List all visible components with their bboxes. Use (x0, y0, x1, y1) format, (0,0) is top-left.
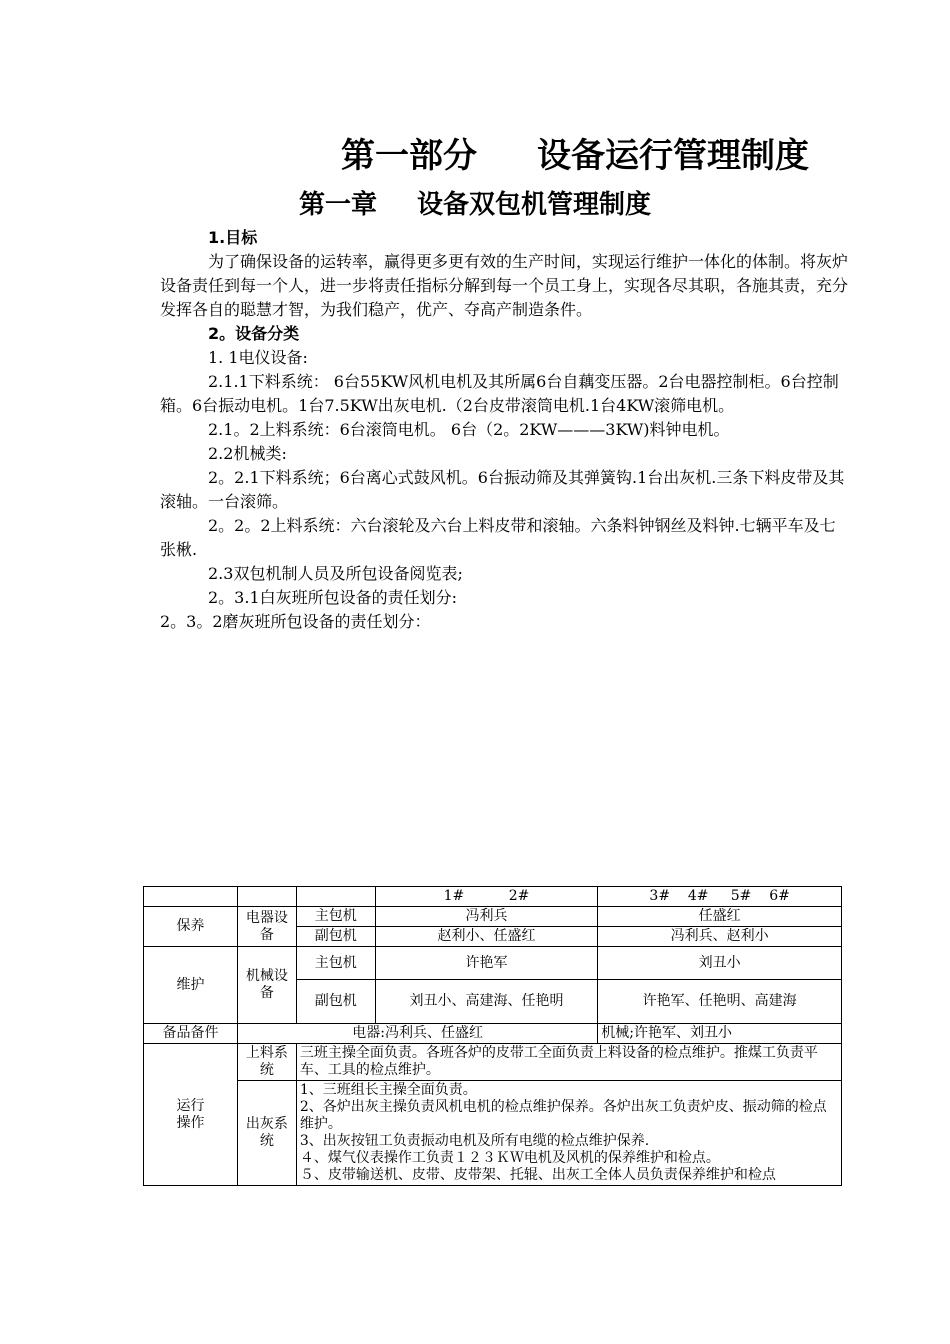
paragraph-2-2-2: 2。2。2上料系统：六台滚轮及六台上料皮带和滚轴。六条料钟钢丝及料钟.七辆平车及七张楸. (160, 516, 836, 559)
table-row (144, 1044, 842, 1081)
paragraph-2-2-1: 2。2.1下料系统；6台离心式鼓风机。6台振动筛及其弹簧钩.1台出灰机.三条下料皮带及其滚轴。一台滚筛。 (160, 468, 845, 511)
furnace-header-right: 3# 4# 5# 6# (598, 887, 842, 907)
table-row (144, 1024, 842, 1044)
table-cell (296, 887, 375, 907)
cell-maint-elec-sub-left: 赵利小、任盛红 (375, 927, 598, 947)
chapter-name: 设备双包机管理制度 (417, 190, 652, 220)
paragraph-2-3-1: 2。3.1白灰班所包设备的责任划分: (208, 588, 458, 607)
maintenance-label: 保养 (144, 907, 238, 947)
cell-spare-right: 机械;许艳军、刘丑小 (598, 1024, 842, 1044)
paragraph-2-1-1: 2.1.1下料系统： 6台55KW风机电机及其所属6台自藕变压器。2台电器控制柜。6台控制箱。6台振动电机。1台7.5KW出灰电机.（2台皮带滚筒电机.1台4KW滚筛电机。 (160, 372, 839, 415)
goal-paragraph: 为了确保设备的运转率，赢得更多更有效的生产时间，实现运行维护一体化的体制。将灰炉设备责任到每一个人，进一步将责任指标分解到每一个员工身上，实现各尽其职，各施其责，充分发挥各自的聪慧才智，为我们稳产，优产、夺高产制造条件。 (160, 252, 849, 319)
sub-package-label: 副包机 (296, 980, 375, 1024)
table-row (144, 907, 842, 927)
repair-label: 维护 (144, 947, 238, 1024)
chapter-number: 第一章 (298, 190, 377, 220)
part-name: 设备运行管理制度 (537, 136, 809, 176)
section-heading-goal: 1.目标 (208, 228, 258, 247)
cell-maint-elec-sub-right: 冯利兵、赵利小 (598, 927, 842, 947)
furnace-header-left: 1# 2# (375, 887, 598, 907)
ash-line: ５、皮带输送机、皮带、皮带架、托辊、出灰工全体人员负责保养维护和检点 (299, 1167, 776, 1183)
paragraph-2-3-2: 2。3。2磨灰班所包设备的责任划分： (160, 612, 431, 631)
chapter-title (0, 184, 950, 221)
ash-system-label: 出灰系统 (237, 1081, 296, 1186)
cell-maint-elec-main-right: 任盛红 (598, 907, 842, 927)
cell-repair-main-right: 刘丑小 (598, 947, 842, 980)
ash-line: ４、煤气仪表操作工负责１２３ＫＷ电机及风机的保养维护和检点。 (299, 1150, 720, 1166)
paragraph-2-3: 2.3双包机制人员及所包设备阅览表; (208, 564, 463, 583)
table-row (144, 1081, 842, 1186)
electrical-equipment-label: 电器设备 (237, 907, 296, 947)
main-package-label: 主包机 (296, 947, 375, 980)
ash-line: 2、各炉出灰主操负责风机电机的检点维护保养。各炉出灰工负责炉皮、振动筛的检点维护。 (299, 1099, 827, 1132)
cell-spare-left: 电器:冯利兵、任盛红 (237, 1024, 597, 1044)
table-row (144, 947, 842, 980)
cell-ash-system (296, 1081, 841, 1186)
cell-repair-sub-left: 刘丑小、高建海、任艳明 (375, 980, 598, 1024)
cell-feed-system: 三班主操全面负责。各班各炉的皮带工全面负责上料设备的检点维护。推煤工负责平车、工具的检点维护。 (296, 1044, 841, 1081)
spare-parts-label: 备品备件 (144, 1024, 238, 1044)
mechanical-equipment-label: 机械设备 (237, 947, 296, 1024)
cell-repair-main-left: 许艳军 (375, 947, 598, 980)
table-header-row (144, 887, 842, 907)
ash-line: 3、出灰按钮工负责振动电机及所有电缆的检点维护保养. (299, 1133, 650, 1149)
ash-line: 1、三班组长主操全面负责。 (299, 1082, 477, 1098)
table-cell (144, 887, 238, 907)
document-body (160, 226, 850, 634)
responsibility-table (143, 886, 842, 1186)
part-title (0, 128, 950, 177)
feed-system-label: 上料系统 (237, 1044, 296, 1081)
main-package-label: 主包机 (296, 907, 375, 927)
sub-package-label: 副包机 (296, 927, 375, 947)
section-heading-classification: 2。设备分类 (208, 324, 300, 343)
cell-repair-sub-right: 许艳军、任艳明、高建海 (598, 980, 842, 1024)
subsection-electrical: 1. 1电仪设备: (208, 348, 308, 367)
subsection-mechanical: 2.2机械类: (208, 444, 287, 463)
part-number: 第一部分 (341, 136, 477, 176)
paragraph-2-1-2: 2.1。2上料系统：6台滚筒电机。 6台（2。2KW———3KW)料钟电机。 (208, 420, 730, 439)
cell-maint-elec-main-left: 冯利兵 (375, 907, 598, 927)
table-cell (237, 887, 296, 907)
operation-label: 运行操作 (144, 1044, 238, 1186)
